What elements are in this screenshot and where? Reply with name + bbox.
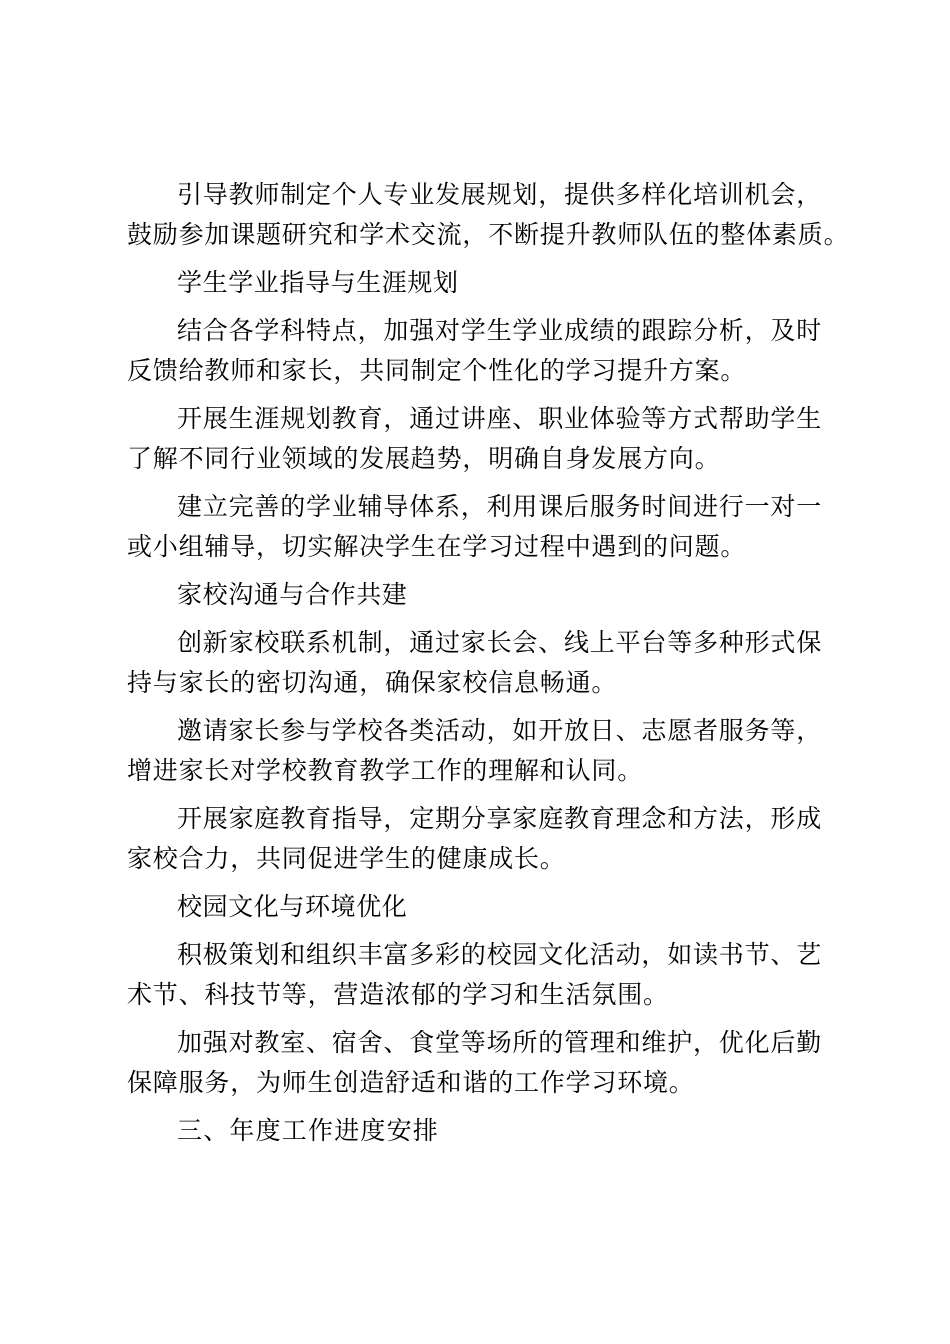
- text-line: 术节、科技节等，营造浓郁的学习和生活氛围。: [127, 980, 669, 1009]
- text-line: 创新家校联系机制，通过家长会、线上平台等多种形式保: [177, 628, 823, 657]
- section-heading: 学生学业指导与生涯规划: [177, 268, 459, 297]
- paragraph: [127, 487, 832, 567]
- text-line: 了解不同行业领域的发展趋势，明确自身发展方向。: [127, 444, 721, 473]
- text-line: 增进家长对学校教育教学工作的理解和认同。: [127, 756, 644, 785]
- text-line: 鼓励参加课题研究和学术交流，不断提升教师队伍的整体素质。: [127, 220, 850, 249]
- paragraph: [127, 311, 832, 391]
- text-line: 反馈给教师和家长，共同制定个性化的学习提升方案。: [127, 356, 747, 385]
- text-line: 开展家庭教育指导，定期分享家庭教育理念和方法，形成: [177, 804, 823, 833]
- text-line: 邀请家长参与学校各类活动，如开放日、志愿者服务等，: [177, 716, 823, 745]
- paragraph: [127, 175, 850, 255]
- text-line: 积极策划和组织丰富多彩的校园文化活动，如读书节、艺: [177, 940, 823, 969]
- text-line: 开展生涯规划教育，通过讲座、职业体验等方式帮助学生: [177, 404, 823, 433]
- text-line: 建立完善的学业辅导体系，利用课后服务时间进行一对一: [177, 492, 823, 521]
- paragraph: [127, 399, 832, 479]
- chapter-heading: 三、年度工作进度安排: [177, 1116, 440, 1145]
- section-heading: 家校沟通与合作共建: [177, 580, 408, 609]
- text-line: 或小组辅导，切实解决学生在学习过程中遇到的问题。: [127, 532, 747, 561]
- paragraph: [127, 1023, 832, 1103]
- document-page: [127, 175, 850, 1159]
- text-line: 持与家长的密切沟通，确保家校信息畅通。: [127, 668, 618, 697]
- text-line: 结合各学科特点，加强对学生学业成绩的跟踪分析，及时: [177, 316, 823, 345]
- paragraph: [127, 799, 832, 879]
- text-line: 加强对教室、宿舍、食堂等场所的管理和维护，优化后勤: [177, 1028, 823, 1057]
- text-line: 保障服务，为师生创造舒适和谐的工作学习环境。: [127, 1068, 695, 1097]
- paragraph: [127, 935, 832, 1015]
- text-line: 家校合力，共同促进学生的健康成长。: [127, 844, 566, 873]
- text-line: 引导教师制定个人专业发展规划，提供多样化培训机会，: [177, 180, 823, 209]
- section-heading: 校园文化与环境优化: [177, 892, 408, 921]
- paragraph: [127, 711, 832, 791]
- paragraph: [127, 623, 832, 703]
